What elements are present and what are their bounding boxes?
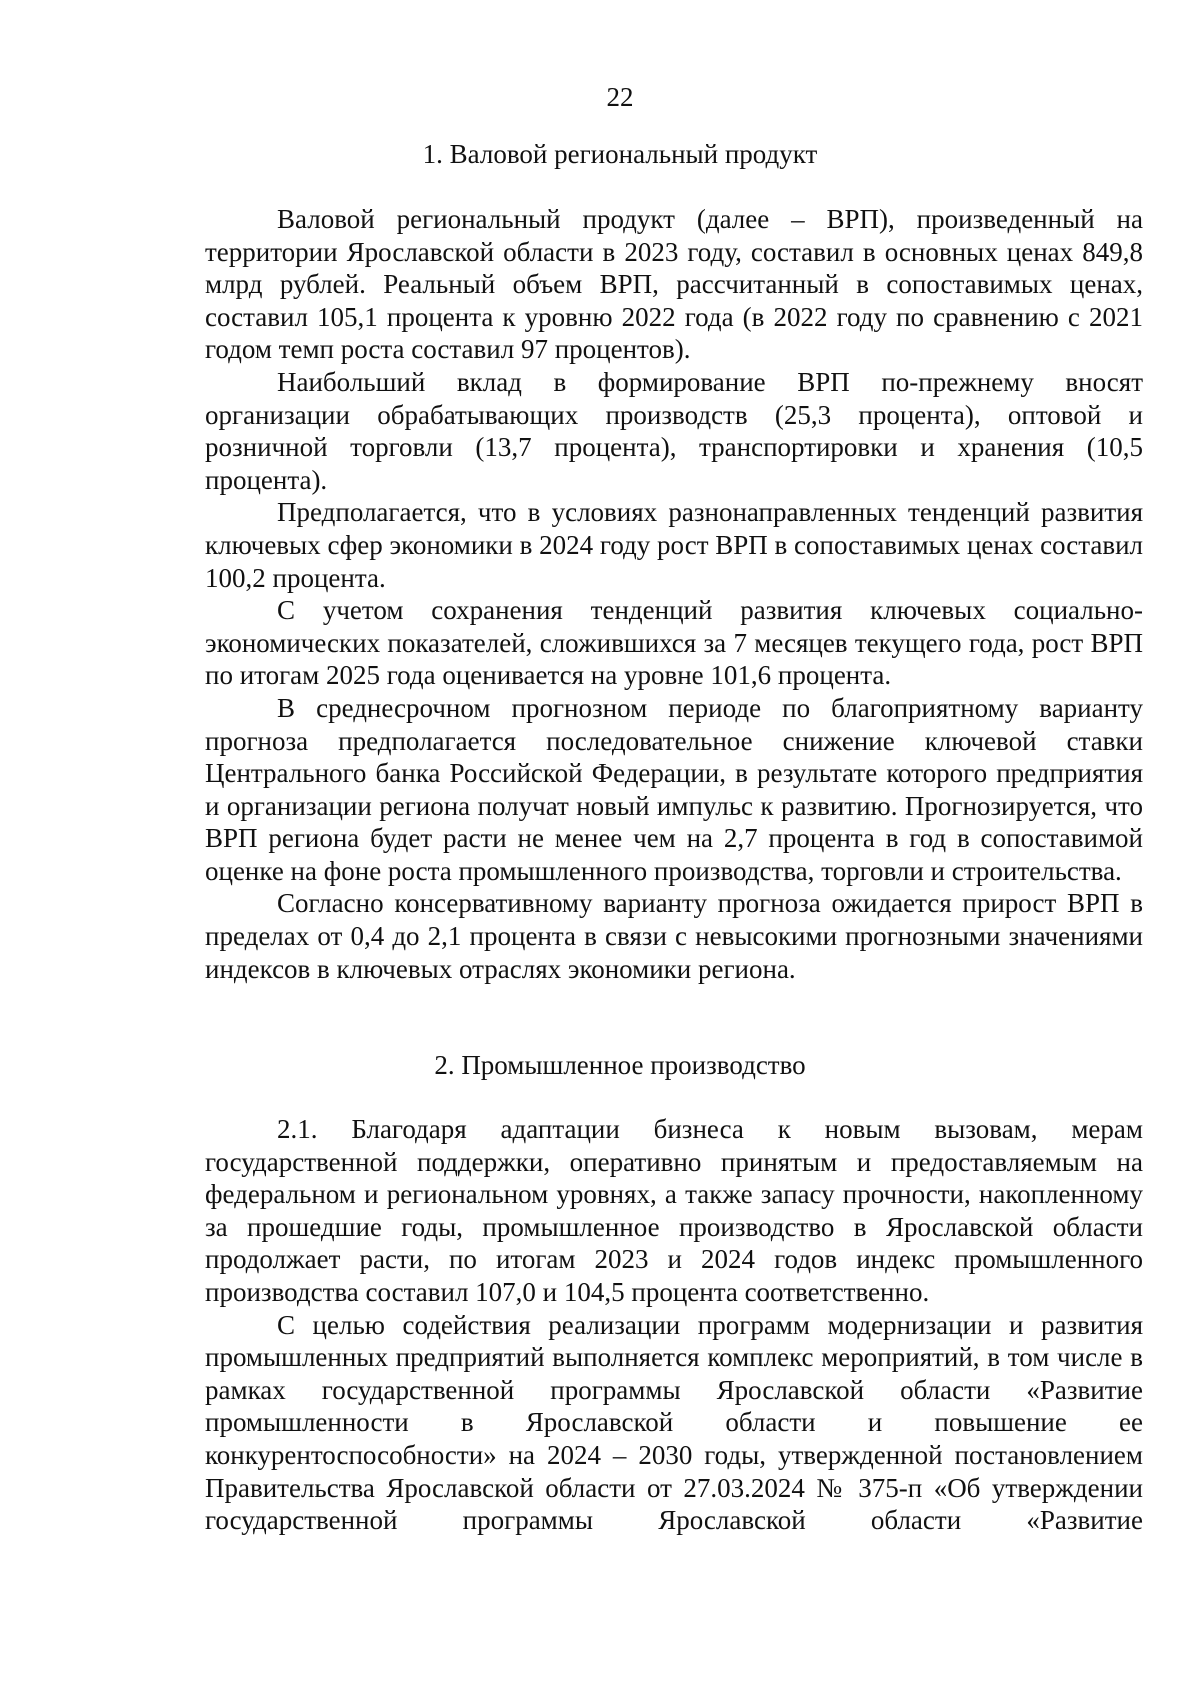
paragraph-last: С целью содействия реализации программ модернизации и развития промышленных предприятий выполняется комплекс мероприятий, в том числе в рамках государственной программы Ярославской области «Развитие промышленности в Ярославской области и повышение ее конкурентоспособности» на 2024 – 2030 годы, утвержденной постановлением Правительства Ярославской области от 27.03.2024 № 375-п «Об утверждении государственной программы Ярославской области «Развитие xyxy=(205,1309,1143,1536)
paragraph: Наибольший вклад в формирование ВРП по-прежнему вносят организации обрабатывающих производств (25,3 процента), оптовой и розничной торговли (13,7 процента), транспортировки и хранения (10,5 процента). xyxy=(205,366,1143,495)
section-heading-industrial-production: 2. Промышленное производство xyxy=(434,1050,806,1080)
section-industrial-production xyxy=(205,1113,1143,1537)
page-number: 22 xyxy=(606,82,634,112)
section-heading-gross-regional-product: 1. Валовой региональный продукт xyxy=(422,139,818,169)
section-gross-regional-product xyxy=(205,203,1143,985)
paragraph: Согласно консервативному варианту прогноза ожидается прирост ВРП в пределах от 0,4 до 2,1 процента в связи с невысокими прогнозными значениями индексов в ключевых отраслях экономики региона. xyxy=(205,888,1143,984)
paragraph: Предполагается, что в условиях разнонаправленных тенденций развития ключевых сфер экономики в 2024 году рост ВРП в сопоставимых ценах составил 100,2 процента. xyxy=(205,497,1143,593)
paragraph: С учетом сохранения тенденций развития ключевых социально-экономических показателей, сложившихся за 7 месяцев текущего года, рост ВРП по итогам 2025 года оценивается на уровне 101,6 процента. xyxy=(205,595,1143,691)
paragraph: 2.1. Благодаря адаптации бизнеса к новым вызовам, мерам государственной поддержки, оперативно принятым и предоставляемым на федеральном и региональном уровнях, а также запасу прочности, накопленному за прошедшие годы, промышленное производство в Ярославской области продолжает расти, по итогам 2023 и 2024 годов индекс промышленного производства составил 107,0 и 104,5 процента соответственно. xyxy=(205,1114,1143,1307)
paragraph: В среднесрочном прогнозном периоде по благоприятному варианту прогноза предполагается последовательное снижение ключевой ставки Центрального банка Российской Федерации, в результате которого предприятия и организации региона получат новый импульс к развитию. Прогнозируется, что ВРП региона будет расти не менее чем на 2,7 процента в год в сопоставимой оценке на фоне роста промышленного производства, торговли и строительства. xyxy=(205,692,1143,886)
paragraph: Валовой региональный продукт (далее – ВРП), произведенный на территории Ярославской области в 2023 году, составил в основных ценах 849,8 млрд рублей. Реальный объем ВРП, рассчитанный в сопоставимых ценах, составил 105,1 процента к уровню 2022 года (в 2022 году по сравнению с 2021 годом темп роста составил 97 процентов). xyxy=(205,204,1143,365)
